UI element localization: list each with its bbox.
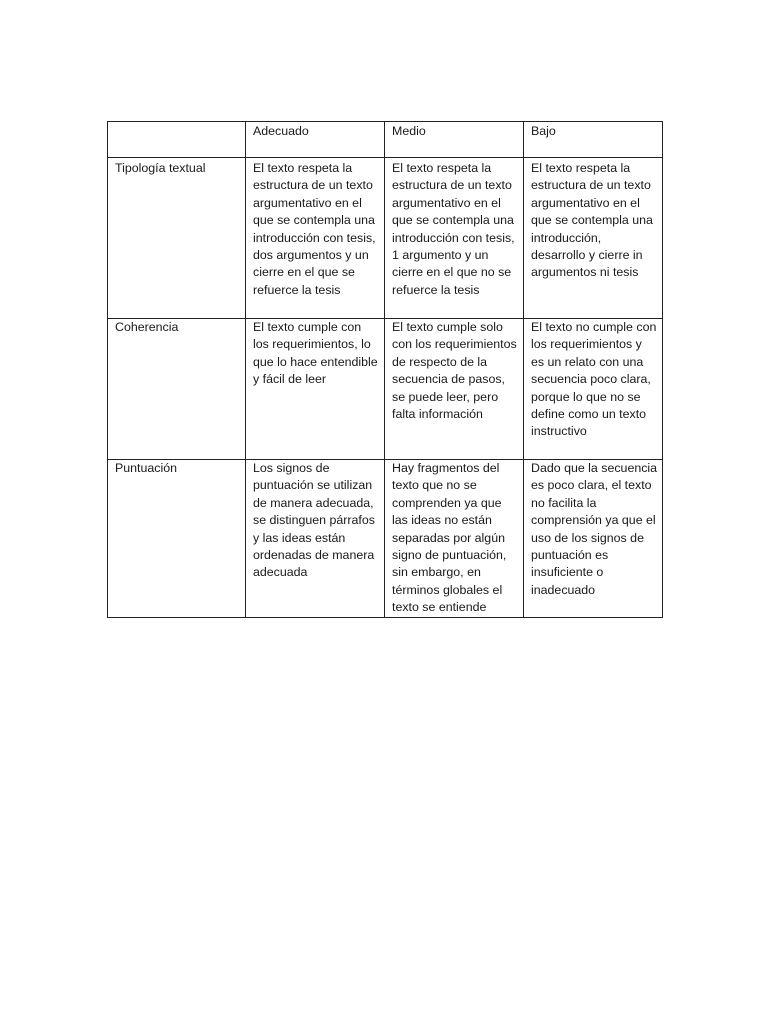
criterion-cell: Puntuación [108,460,246,618]
bajo-cell: El texto no cumple con los requerimientos y es un relato con una secuencia poco clara, porque lo que no se define como un texto instructivo [524,319,663,460]
header-cell-adecuado: Adecuado [246,122,385,158]
table-header-row [108,122,663,158]
bajo-cell: El texto respeta la estructura de un texto argumentativo en el que se contempla una introducción, desarrollo y cierre in argumentos ni tesis [524,158,663,319]
table-row-tipologia [108,158,663,319]
medio-cell: El texto respeta la estructura de un texto argumentativo en el que se contempla una introducción con tesis, 1 argumento y un cierre en el que no se refuerce la tesis [385,158,524,319]
bajo-cell: Dado que la secuencia es poco clara, el texto no facilita la comprensión ya que el uso de los signos de puntuación es insuficiente o inadecuado [524,460,663,618]
criterion-cell: Coherencia [108,319,246,460]
adecuado-cell: El texto cumple con los requerimientos, lo que lo hace entendible y fácil de leer [246,319,385,460]
adecuado-cell: El texto respeta la estructura de un texto argumentativo en el que se contempla una introducción con tesis, dos argumentos y un cierre en el que se refuerce la tesis [246,158,385,319]
table-row-puntuacion [108,460,663,618]
header-cell-medio: Medio [385,122,524,158]
header-cell-empty [108,122,246,158]
table-row-coherencia [108,319,663,460]
criterion-cell: Tipología textual [108,158,246,319]
rubric-table [107,121,663,618]
header-cell-bajo: Bajo [524,122,663,158]
medio-cell: El texto cumple solo con los requerimientos de respecto de la secuencia de pasos, se puede leer, pero falta información [385,319,524,460]
adecuado-cell: Los signos de puntuación se utilizan de manera adecuada, se distinguen párrafos y las ideas están ordenadas de manera adecuada [246,460,385,618]
medio-cell: Hay fragmentos del texto que no se comprenden ya que las ideas no están separadas por algún signo de puntuación, sin embargo, en términos globales el texto se entiende [385,460,524,618]
